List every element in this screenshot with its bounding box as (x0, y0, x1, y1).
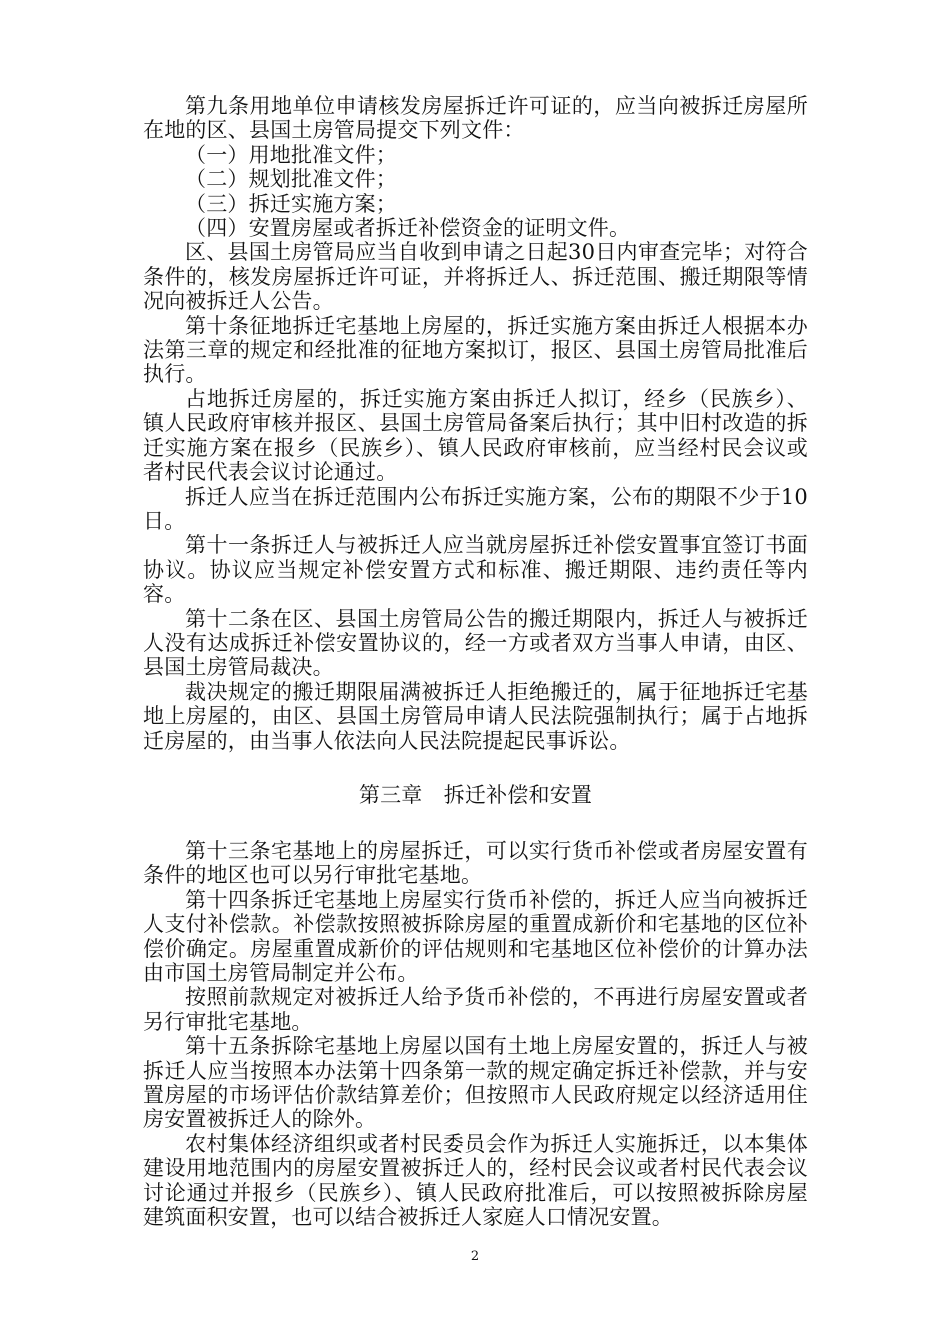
list-item-1: （一）用地批准文件； (185, 142, 397, 167)
paragraph-article-13: 第十三条宅基地上的房屋拆迁，可以实行货币补偿或者房屋安置有条件的地区也可以另行审批宅基地。 (143, 838, 808, 888)
paragraph-monetary-compensation: 按照前款规定对被拆迁人给予货币补偿的，不再进行房屋安置或者另行审批宅基地。 (143, 985, 808, 1034)
paragraph-article-10: 第十条征地拆迁宅基地上房屋的，拆迁实施方案由拆迁人根据本办法第三章的规定和经批准的征地方案拟订，报区、县国土房管局批准后执行。 (143, 313, 808, 387)
paragraph-article-9: 第九条用地单位申请核发房屋拆迁许可证的，应当向被拆迁房屋所在地的区、县国土房管局提交下列文件： (143, 94, 808, 143)
paragraph-article-11: 第十一条拆迁人与被拆迁人应当就房屋拆迁补偿安置事宜签订书面协议。协议应当规定补偿安置方式和标准、搬迁期限、违约责任等内容。 (143, 533, 808, 607)
paragraph-review-period: 区、县国土房管局应当自收到申请之日起30日内审查完毕；对符合条件的，核发房屋拆迁许可证，并将拆迁人、拆迁范围、搬迁期限等情况向被拆迁人公告。 (143, 240, 808, 314)
paragraph-collective-organization: 农村集体经济组织或者村民委员会作为拆迁人实施拆迁，以本集体建设用地范围内的房屋安置被拆迁人的，经村民会议或者村民代表会议讨论通过并报乡（民族乡）、镇人民政府批准后，可以按照被拆除房屋建筑面积安置，也可以结合被拆迁人家庭人口情况安置。 (143, 1131, 808, 1230)
list-item-2: （二）规划批准文件； (185, 167, 397, 192)
document-page (143, 94, 808, 1229)
list-item-4: （四）安置房屋或者拆迁补偿资金的证明文件。 (185, 216, 631, 241)
list-item-3: （三）拆迁实施方案； (185, 191, 397, 216)
paragraph-occupation-demolition: 占地拆迁房屋的，拆迁实施方案由拆迁人拟订，经乡（民族乡）、镇人民政府审核并报区、县国土房管局备案后执行；其中旧村改造的拆迁实施方案在报乡（民族乡）、镇人民政府审核前，应当经村民会议或者村民代表会议讨论通过。 (143, 386, 808, 485)
paragraph-ruling: 裁决规定的搬迁期限届满被拆迁人拒绝搬迁的，属于征地拆迁宅基地上房屋的，由区、县国土房管局申请人民法院强制执行；属于占地拆迁房屋的，由当事人依法向人民法院提起民事诉讼。 (143, 679, 808, 753)
chapter-heading: 第三章 拆迁补偿和安置 (358, 782, 593, 807)
page-number: 2 (470, 1249, 480, 1264)
paragraph-article-14: 第十四条拆迁宅基地上房屋实行货币补偿的，拆迁人应当向被拆迁人支付补偿款。补偿款按照被拆除房屋的重置成新价和宅基地的区位补偿价确定。房屋重置成新价的评估规则和宅基地区位补偿价的计算办法由市国土房管局制定并公布。 (143, 887, 808, 985)
paragraph-article-15: 第十五条拆除宅基地上房屋以国有土地上房屋安置的，拆迁人与被拆迁人应当按照本办法第十四条第一款的规定确定拆迁补偿款，并与安置房屋的市场评估价款结算差价；但按照市人民政府规定以经济适用住房安置被拆迁人的除外。 (143, 1034, 808, 1132)
paragraph-article-12: 第十二条在区、县国土房管局公告的搬迁期限内，拆迁人与被拆迁人没有达成拆迁补偿安置协议的，经一方或者双方当事人申请，由区、县国土房管局裁决。 (143, 606, 808, 680)
paragraph-publication: 拆迁人应当在拆迁范围内公布拆迁实施方案，公布的期限不少于10日。 (143, 484, 808, 533)
